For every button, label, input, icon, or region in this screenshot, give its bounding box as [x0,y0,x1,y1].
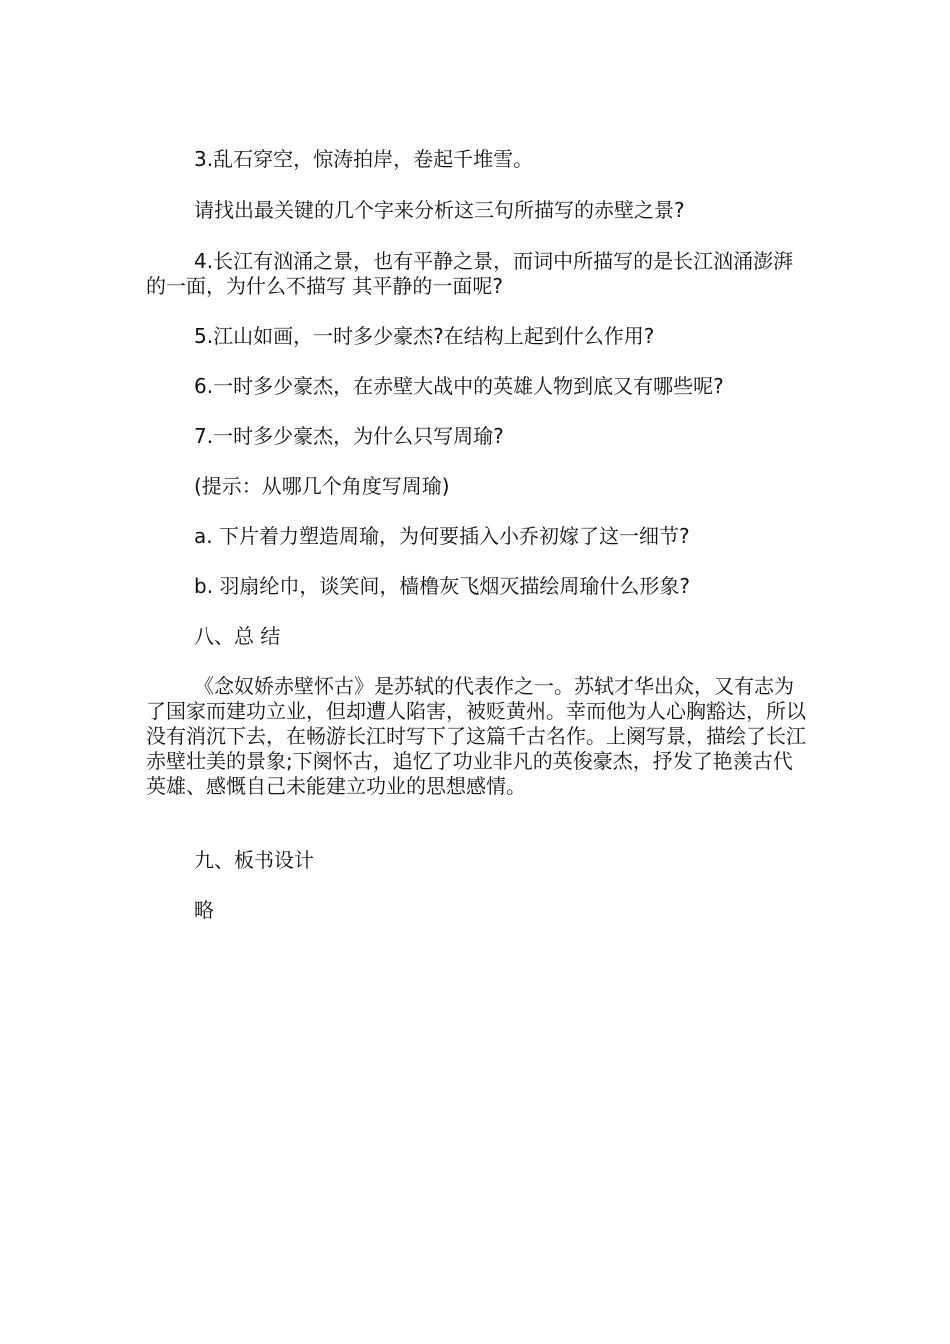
summary-paragraph: 《念奴娇赤壁怀古》是苏轼的代表作之一。苏轼才华出众，又有志为了国家而建功立业，但却遭人陷害，被贬黄州。幸而他为人心胸豁达，所以没有消沉下去，在畅游长江时写下了这篇千古名作。上阕写景，描绘了长江赤壁壮美的景象;下阕怀古，追忆了功业非凡的英俊豪杰，抒发了艳羡古代英雄、感慨自己未能建立功业的思想感情。 [146,674,806,798]
question-5: 5.江山如画，一时多少豪杰?在结构上起到什么作用? [194,324,655,348]
question-3-prompt: 请找出最关键的几个字来分析这三句所描写的赤壁之景? [194,198,685,222]
question-4: 4.长江有汹涌之景，也有平静之景，而词中所描写的是长江汹涌澎湃的一面，为什么不描写 其平静的一面呢? [146,249,794,298]
section-heading-summary: 八、总 结 [194,624,281,648]
board-design-content: 略 [194,898,214,922]
question-3: 3.乱石穿空，惊涛拍岸，卷起千堆雪。 [194,147,534,171]
question-6: 6.一时多少豪杰，在赤壁大战中的英雄人物到底又有哪些呢? [194,374,724,398]
question-7: 7.一时多少豪杰，为什么只写周瑜? [194,424,504,448]
sub-question-b: b. 羽扇纶巾，谈笑间，樯橹灰飞烟灭描绘周瑜什么形象? [194,574,691,598]
hint-text: (提示：从哪几个角度写周瑜) [194,474,450,498]
sub-question-a: a. 下片着力塑造周瑜，为何要插入小乔初嫁了这一细节? [194,524,690,548]
section-heading-board-design: 九、板书设计 [194,848,314,872]
